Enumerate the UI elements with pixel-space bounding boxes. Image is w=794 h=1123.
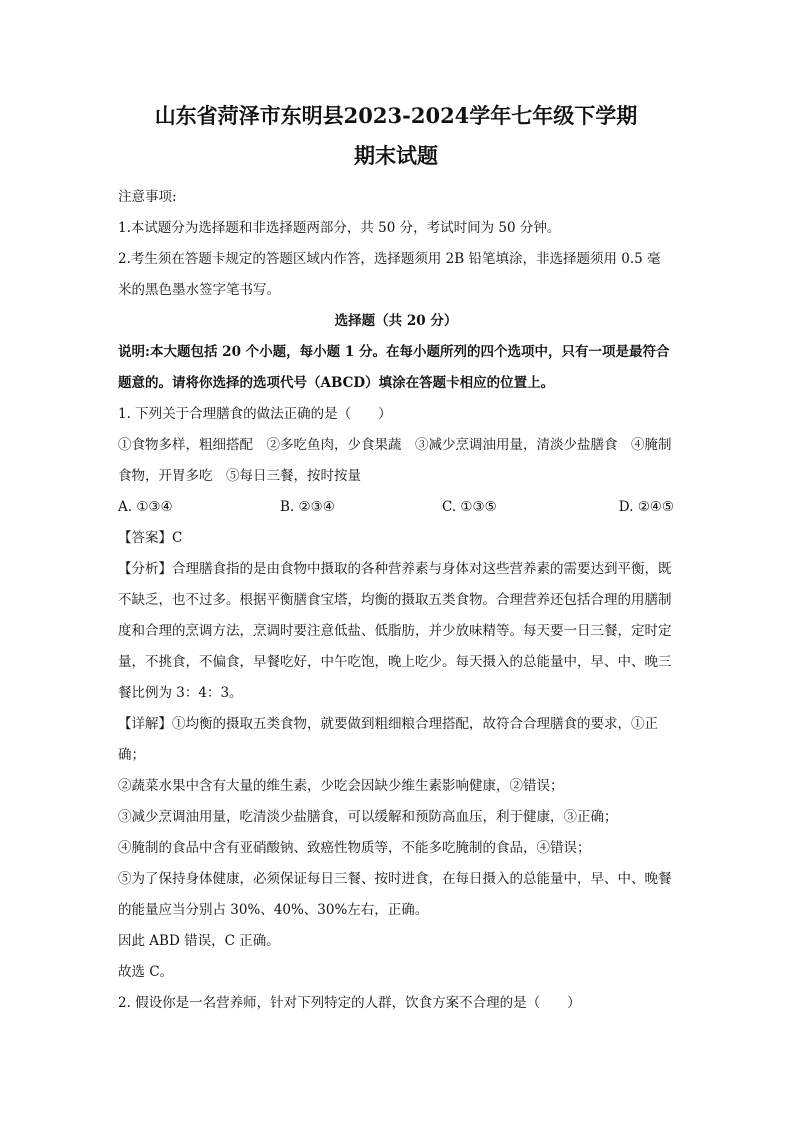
question-1-answer: 【答案】C — [118, 530, 183, 546]
question-1-detail-1: 【详解】①均衡的摄取五类食物，就要做到粗细粮合理搭配，故符合合理膳食的要求，①正确； — [118, 716, 658, 763]
notice-item-2: 2.考生须在答题卡规定的答题区域内作答，选择题须用 2B 铅笔填涂，非选择题须用 0.5 毫米的黑色墨水签字笔书写。 — [118, 251, 661, 298]
section-title: 选择题（共 20 分） — [334, 313, 458, 329]
option-b: B. ②③④ — [280, 499, 335, 515]
question-1-conclusion-2: 故选 C。 — [118, 964, 174, 980]
question-1-options — [118, 492, 674, 523]
question-1-analysis: 【分析】合理膳食指的是由食物中摄取的各种营养素与身体对这些营养素的需要达到平衡，既不缺乏，也不过多。根据平衡膳食宝塔，均衡的摄取五类食物。合理营养还包括合理的用膳制度和合理的烹调方法，烹调时要注意低盐、低脂肪，并少放味精等。每天要一日三餐，定时定量，不挑食，不偏食，早餐吃好，中午吃饱，晚上吃少。每天摄入的总能量中，早、中、晚三餐比例为 3：4：3。 — [118, 561, 672, 701]
notice-heading: 注意事项: — [118, 189, 177, 205]
question-1-detail-2: ②蔬菜水果中含有大量的维生素，少吃会因缺少维生素影响健康，②错误； — [118, 778, 564, 794]
question-1-detail-4: ④腌制的食品中含有亚硝酸钠、致癌性物质等，不能多吃腌制的食品，④错误； — [118, 840, 591, 856]
section-description: 说明:本大题包括 20 个小题，每小题 1 分。在每小题所列的四个选项中，只有一项是最符合题意的。请将你选择的选项代号（ABCD）填涂在答题卡相应的位置上。 — [118, 344, 670, 391]
option-d: D. ②④⑤ — [618, 499, 674, 515]
question-1-detail-3: ③减少烹调油用量，吃清淡少盐膳食，可以缓解和预防高血压，利于健康，③正确； — [118, 809, 618, 825]
option-a: A. ①③④ — [118, 499, 173, 515]
exam-page — [118, 96, 674, 1019]
page-subtitle: 期末试题 — [354, 143, 438, 168]
question-1-detail-5: ⑤为了保持身体健康，必须保证每日三餐、按时进食，在每日摄入的总能量中，早、中、晚餐的能量应当分别占 30%、40%、30%左右，正确。 — [118, 871, 672, 918]
page-title: 山东省菏泽市东明县2023-2024学年七年级下学期 — [154, 103, 638, 128]
option-c: C. ①③⑤ — [442, 499, 497, 515]
question-1-items: ①食物多样，粗细搭配 ②多吃鱼肉，少食果蔬 ③减少烹调油用量，清淡少盐膳食 ④腌制食物，开胃多吃 ⑤每日三餐，按时按量 — [118, 437, 672, 484]
question-1-conclusion-1: 因此 ABD 错误，C 正确。 — [118, 933, 280, 949]
question-1-stem: 1. 下列关于合理膳食的做法正确的是（ ） — [118, 406, 392, 422]
question-2-stem: 2. 假设你是一名营养师，针对下列特定的人群，饮食方案不合理的是（ ） — [118, 995, 581, 1011]
notice-item-1: 1.本试题分为选择题和非选择题两部分，共 50 分，考试时间为 50 分钟。 — [118, 220, 561, 236]
